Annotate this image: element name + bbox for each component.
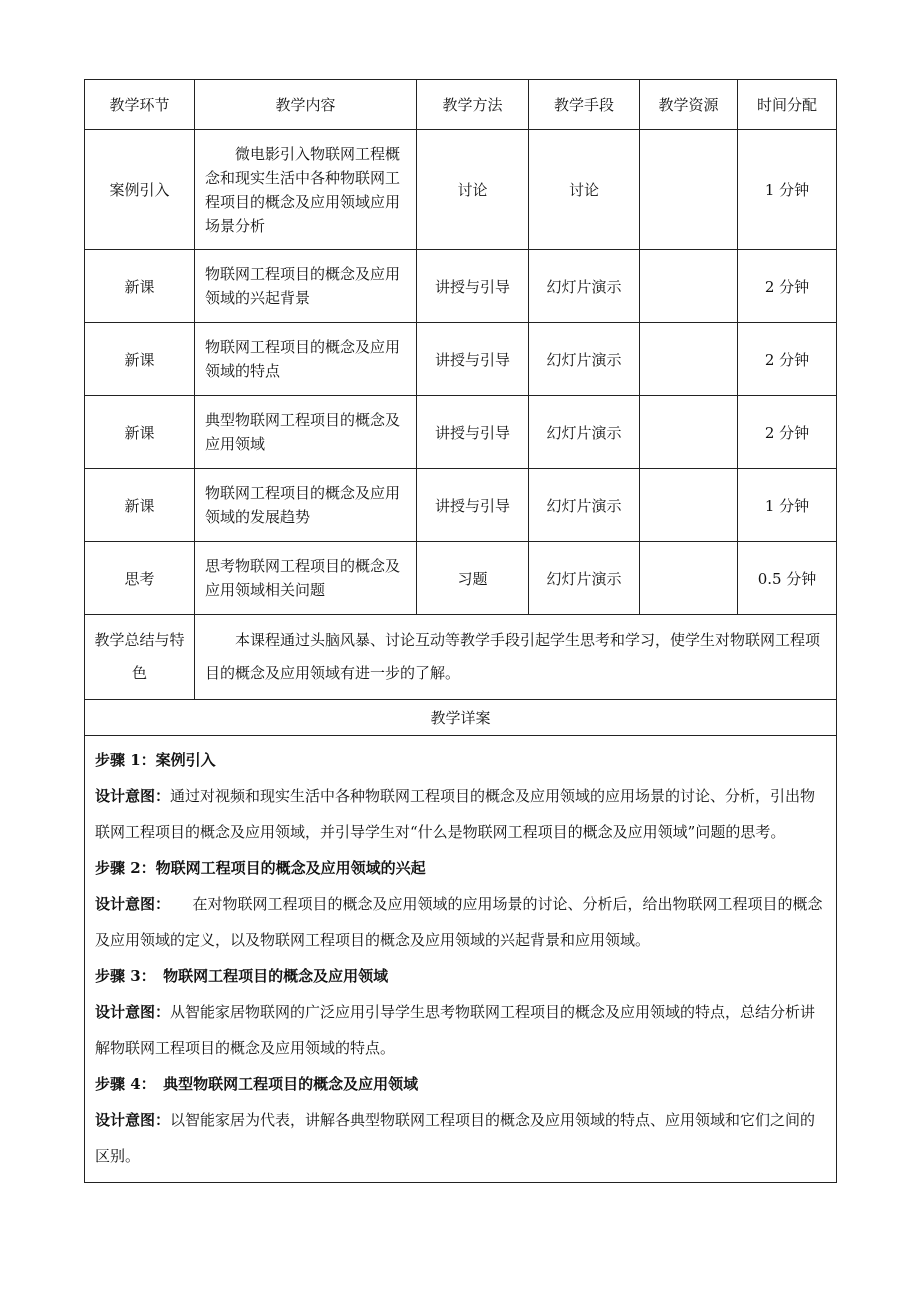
content-cell: [195, 130, 417, 250]
resource-cell: [640, 469, 738, 542]
intent-text: 从智能家居物联网的广泛应用引导学生思考物联网工程项目的概念及应用领域的特点，总结分析讲解物联网工程项目的概念及应用领域的特点。: [95, 1003, 816, 1057]
table-row: [85, 396, 837, 469]
header-method: 教学方法: [417, 80, 529, 130]
content-text: 微电影引入物联网工程概念和现实生活中各种物联网工程项目的概念及应用领域应用场景分析: [205, 144, 401, 235]
summary-row: [85, 615, 837, 700]
time-cell: 1 分钟: [738, 130, 837, 250]
lesson-plan-table: [84, 79, 837, 1183]
content-text: 典型物联网工程项目的概念及应用领域: [205, 411, 401, 453]
stage-cell: 新课: [85, 396, 195, 469]
method-cell: 讲授与引导: [417, 250, 529, 323]
details-body: [85, 736, 836, 1182]
means-cell: 幻灯片演示: [529, 542, 640, 615]
stage-cell: 思考: [85, 542, 195, 615]
intent-label: 设计意图：: [95, 895, 163, 913]
stage-cell: 新课: [85, 469, 195, 542]
method-cell: 习题: [417, 542, 529, 615]
method-cell: 讨论: [417, 130, 529, 250]
resource-cell: [640, 542, 738, 615]
time-cell: 0.5 分钟: [738, 542, 837, 615]
time-cell: 2 分钟: [738, 396, 837, 469]
means-cell: 讨论: [529, 130, 640, 250]
table-row: [85, 542, 837, 615]
time-cell: 2 分钟: [738, 323, 837, 396]
content-text: 物联网工程项目的概念及应用领域的发展趋势: [205, 484, 401, 526]
method-cell: 讲授与引导: [417, 396, 529, 469]
header-time: 时间分配: [738, 80, 837, 130]
summary-cell: [195, 615, 837, 700]
header-content: 教学内容: [195, 80, 417, 130]
content-cell: [195, 542, 417, 615]
content-cell: [195, 250, 417, 323]
intent-label: 设计意图：: [95, 787, 171, 805]
step-heading: 步骤 1：案例引入: [95, 751, 216, 769]
details-row: [85, 736, 837, 1183]
content-text: 物联网工程项目的概念及应用领域的兴起背景: [205, 265, 401, 307]
means-cell: 幻灯片演示: [529, 396, 640, 469]
details-cell: [85, 736, 837, 1183]
resource-cell: [640, 323, 738, 396]
means-cell: 幻灯片演示: [529, 469, 640, 542]
means-cell: 幻灯片演示: [529, 323, 640, 396]
intent-label: 设计意图：: [95, 1003, 171, 1021]
details-title-row: [85, 700, 837, 736]
step-heading: 步骤 4： 典型物联网工程项目的概念及应用领域: [95, 1075, 419, 1093]
step-intent: [95, 1102, 826, 1174]
content-cell: [195, 469, 417, 542]
header-resource: 教学资源: [640, 80, 738, 130]
table-row: [85, 469, 837, 542]
summary-text: 本课程通过头脑风暴、讨论互动等教学手段引起学生思考和学习，使学生对物联网工程项目的概念及应用领域有进一步的了解。: [205, 631, 821, 682]
content-text: 物联网工程项目的概念及应用领域的特点: [205, 338, 401, 380]
step-heading: 步骤 3： 物联网工程项目的概念及应用领域: [95, 967, 389, 985]
details-title: 教学详案: [85, 700, 837, 736]
resource-cell: [640, 396, 738, 469]
step-intent: [95, 778, 826, 850]
header-stage: 教学环节: [85, 80, 195, 130]
content-cell: [195, 323, 417, 396]
step-intent: [95, 994, 826, 1066]
method-cell: 讲授与引导: [417, 323, 529, 396]
intent-text: 通过对视频和现实生活中各种物联网工程项目的概念及应用领域的应用场景的讨论、分析，引出物联网工程项目的概念及应用领域，并引导学生对“什么是物联网工程项目的概念及应用领域”问题的思考。: [95, 787, 816, 841]
intent-text: 在对物联网工程项目的概念及应用领域的应用场景的讨论、分析后，给出物联网工程项目的概念及应用领域的定义，以及物联网工程项目的概念及应用领域的兴起背景和应用领域。: [95, 895, 823, 949]
resource-cell: [640, 130, 738, 250]
stage-cell: 新课: [85, 323, 195, 396]
content-text: 思考物联网工程项目的概念及应用领域相关问题: [205, 557, 401, 599]
means-cell: 幻灯片演示: [529, 250, 640, 323]
time-cell: 2 分钟: [738, 250, 837, 323]
stage-cell: 新课: [85, 250, 195, 323]
header-row: [85, 80, 837, 130]
intent-text: 以智能家居为代表，讲解各典型物联网工程项目的概念及应用领域的特点、应用领域和它们之间的区别。: [95, 1111, 816, 1165]
summary-label: 教学总结与特色: [85, 615, 195, 700]
time-cell: 1 分钟: [738, 469, 837, 542]
table-row: [85, 323, 837, 396]
header-means: 教学手段: [529, 80, 640, 130]
content-cell: [195, 396, 417, 469]
table-row: [85, 250, 837, 323]
step-heading: 步骤 2：物联网工程项目的概念及应用领域的兴起: [95, 859, 426, 877]
intent-label: 设计意图：: [95, 1111, 171, 1129]
table-row: [85, 130, 837, 250]
resource-cell: [640, 250, 738, 323]
method-cell: 讲授与引导: [417, 469, 529, 542]
step-intent: [95, 886, 826, 958]
stage-cell: 案例引入: [85, 130, 195, 250]
